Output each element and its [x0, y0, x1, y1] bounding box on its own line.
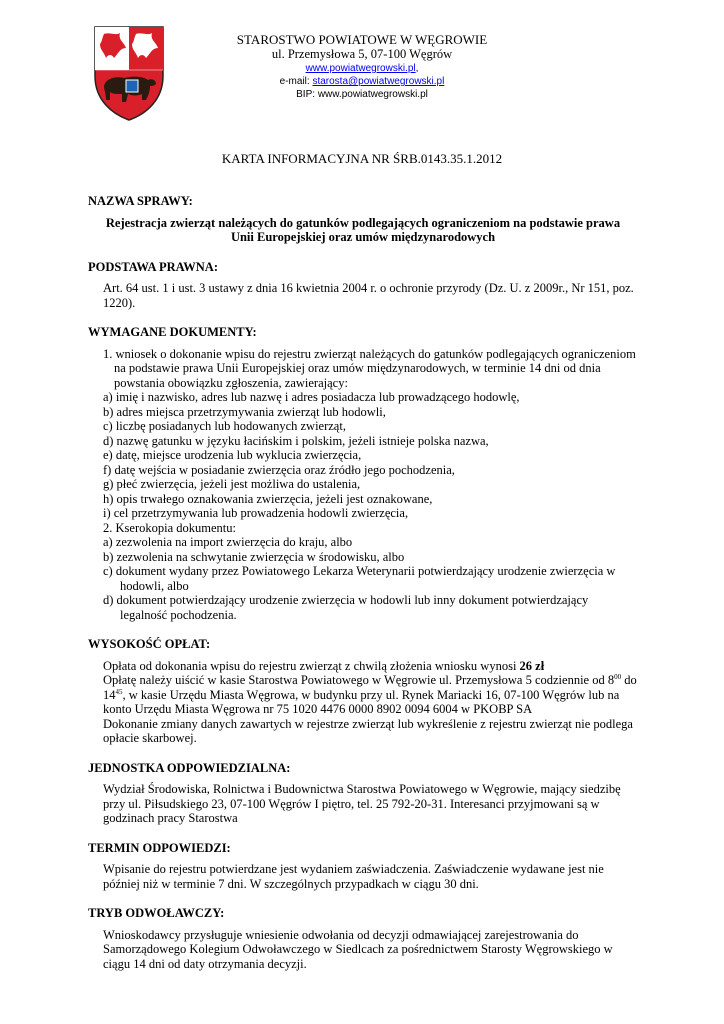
legal-basis-heading: PODSTAWA PRAWNA:	[88, 259, 218, 274]
fee-line-2-c: , w kasie Urzędu Miasta Węgrowa, w budynku przy ul. Rynek Mariacki 16, 07-100 Węgrów lub na konto Urzędu Miasta Węgrowa nr 75 1020 4476 0000 8902 0094 6004 w PKOBP SA	[103, 687, 620, 716]
website-link[interactable]: www.powiatwegrowski.pl	[305, 63, 416, 74]
subject-text: Rejestracja zwierząt należących do gatunków podlegających ograniczeniom na podstawie prawa Unii Europejskiej oraz umów międzynarodowych	[105, 215, 621, 244]
fee-line-2	[103, 673, 638, 717]
documents-item-2: 2. Kserokopia dokumentu:	[103, 520, 236, 535]
list-item: c) liczbę posiadanych lub hodowanych zwierząt,	[103, 419, 346, 433]
list-item: e) datę, miejsce urodzenia lub wyklucia zwierzęcia,	[103, 448, 362, 462]
email-label: e-mail:	[279, 76, 313, 87]
coat-of-arms-logo	[92, 24, 166, 122]
email-line	[200, 75, 524, 88]
card-title: KARTA INFORMACYJNA NR ŚRB.0143.35.1.2012	[221, 151, 503, 166]
office-name: STAROSTWO POWIATOWE W WĘGROWIE	[236, 32, 488, 47]
list-item: g) płeć zwierzęcia, jeżeli jest możliwa do ustalenia,	[103, 477, 361, 491]
fee-line-2-a: Opłatę należy uiścić w kasie Starostwa Powiatowego w Węgrowie ul. Przemysłowa 5 codziennie od 8	[103, 673, 615, 687]
list-item: c) dokument wydany przez Powiatowego Lekarza Weterynarii potwierdzający urodzenie zwierzęcia w hodowli, albo	[103, 564, 616, 593]
unit-heading: JEDNOSTKA ODPOWIEDZIALNA:	[88, 760, 291, 775]
documents-item-1: 1. wniosek o dokonanie wpisu do rejestru zwierząt należących do gatunków podlegających ograniczeniom na podstawie prawa Unii Europejskiej oraz umów międzynarodowych, w terminie 14 dni od dnia powstania obowiązku zgłoszenia, zawierający:	[103, 346, 636, 390]
email-link[interactable]: starosta@powiatwegrowski.pl	[312, 76, 445, 87]
unit-text: Wydział Środowiska, Rolnictwa i Budownictwa Starostwa Powiatowego w Węgrowie, mający siedzibę przy ul. Piłsudskiego 23, 07-100 Węgrów I piętro, tel. 25 792-20-31. Interesanci przyjmowani są w godzinach pracy Starostwa	[103, 782, 621, 825]
list-item: b) zezwolenia na schwytanie zwierzęcia w środowisku, albo	[103, 549, 405, 564]
subject-heading: NAZWA SPRAWY:	[88, 194, 193, 208]
fee-amount: 26 zł	[519, 658, 545, 673]
appeal-text: Wnioskodawcy przysługuje wniesienie odwołania od decyzji odmawiającej zarejestrowania do Samorządowego Kolegium Odwoławczego w Siedlcach za pośrednictwem Starosty Węgrowskiego w ciągu 14 dni od daty otrzymania decyzji.	[103, 927, 613, 971]
documents-subitems-2	[88, 535, 638, 622]
fee-line-1-text: Opłata od dokonania wpisu do rejestru zwierząt z chwilą złożenia wniosku wynosi	[103, 658, 520, 673]
fee-hour-from-sup: 00	[614, 672, 622, 681]
fee-hour-to-sup: 45	[115, 687, 123, 696]
website-line	[200, 62, 524, 75]
office-header	[200, 32, 524, 101]
website-suffix: ,	[415, 63, 419, 74]
legal-basis-text: Art. 64 ust. 1 i ust. 3 ustawy z dnia 16 kwietnia 2004 r. o ochronie przyrody (Dz. U. z 2009r., Nr 151, poz. 1220).	[103, 281, 634, 310]
list-item: h) opis trwałego oznakowania zwierzęcia, jeżeli jest oznakowane,	[103, 491, 433, 506]
bip-line: BIP: www.powiatwegrowski.pl	[296, 89, 428, 100]
fee-line-1	[103, 659, 638, 674]
office-address: ul. Przemysłowa 5, 07-100 Węgrów	[271, 47, 453, 61]
fee-line-2-b: do 14	[103, 673, 637, 702]
fee-line-3: Dokonanie zmiany danych zawartych w rejestrze zwierząt lub wykreślenie z rejestru zwierząt nie podlega opłacie skarbowej.	[103, 716, 633, 745]
list-item: a) imię i nazwisko, adres lub nazwę i adres posiadacza lub prowadzącego hodowlę,	[103, 390, 520, 404]
document-body	[88, 194, 638, 971]
deadline-text: Wpisanie do rejestru potwierdzane jest wydaniem zaświadczenia. Zaświadczenie wydawane jest nie później niż w terminie 7 dni. W szczególnych przypadkach w ciągu 30 dni.	[103, 862, 604, 891]
list-item: a) zezwolenia na import zwierzęcia do kraju, albo	[103, 535, 353, 549]
list-item: f) datę wejścia w posiadanie zwierzęcia oraz źródło jego pochodzenia,	[103, 462, 455, 477]
documents-subitems	[88, 390, 638, 521]
list-item: d) nazwę gatunku w języku łacińskim i polskim, jeżeli istnieje polska nazwa,	[103, 433, 489, 448]
list-item: i) cel przetrzymywania lub prowadzenia hodowli zwierzęcia,	[103, 506, 409, 520]
documents-heading: WYMAGANE DOKUMENTY:	[88, 325, 257, 339]
list-item: d) dokument potwierdzający urodzenie zwierzęcia w hodowli lub inny dokument potwierdzający legalność pochodzenia.	[103, 593, 589, 622]
appeal-heading: TRYB ODWOŁAWCZY:	[88, 906, 225, 920]
fee-heading: WYSOKOŚĆ OPŁAT:	[88, 637, 211, 651]
list-item: b) adres miejsca przetrzymywania zwierząt lub hodowli,	[103, 404, 386, 419]
deadline-heading: TERMIN ODPOWIEDZI:	[88, 840, 231, 855]
